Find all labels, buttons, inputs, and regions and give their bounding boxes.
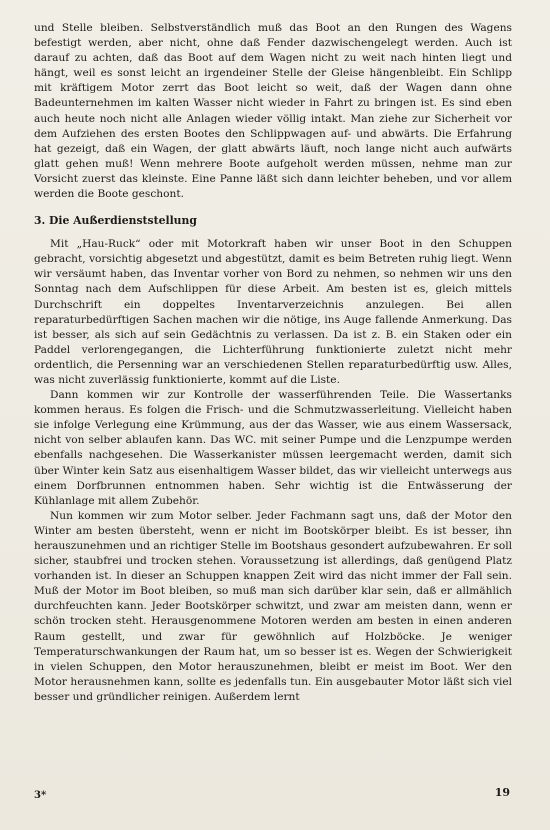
paragraph-water-parts: Dann kommen wir zur Kontrolle der wasserführenden Teile. Die Wassertanks kommen heraus. Es folgen die Frisch- und die Schmutzwasserleitung. Vielleicht haben sie infolge Verlegung eine Krümmung, aus der das Wasser, wie aus einem Wassersack, nicht von selber ablaufen kann. Das WC. mit seiner Pumpe und die Lenzpumpe werden ebenfalls nachgesehen. Die Wasserkanister müssen leergemacht werden, damit sich über Winter kein Satz aus eisenhaltigem Wasser bildet, das wir vielleicht unterwegs aus einem Dorfbrunnen entnommen haben. Sehr wichtig ist die Entwässerung der Kühlanlage mit allem Zubehör. xyxy=(34,389,512,507)
paragraph-inventory: Mit „Hau-Ruck“ oder mit Motorkraft haben wir unser Boot in den Schuppen gebracht, vorsichtig abgesetzt und abgestützt, damit es beim Betreten ruhig liegt. Wenn wir versäumt haben, das Inventar vorher von Bord zu nehmen, so nehmen wir uns den Sonntag nach dem Aufschlippen für diese Arbeit. Am besten ist es, gleich mittels Durchschrift ein doppeltes Inventarverzeichnis anzulegen. Bei allen reparaturbedürftigen Sachen machen wir die nötige, ins Auge fallende Anmerkung. Das ist besser, als sich auf sein Gedächtnis zu verlassen. Da ist z. B. ein Staken oder ein Paddel verlorengegangen, die Lichterführung funktionierte zuletzt nicht mehr ordentlich, die Persenning war an verschiedenen Stellen reparaturbedürftig usw. Alles, was nicht zuverlässig funktionierte, kommt auf die Liste. xyxy=(34,238,512,386)
signature-mark: 3* xyxy=(34,790,47,801)
page-body xyxy=(34,21,512,705)
paragraph-motor: Nun kommen wir zum Motor selber. Jeder Fachmann sagt uns, daß der Motor den Winter am besten übersteht, wenn er nicht im Bootskörper bleibt. Es ist besser, ihn herauszunehmen und an richtiger Stelle im Bootshaus gesondert aufzubewahren. Er soll sicher, staubfrei und trocken stehen. Voraussetzung ist allerdings, daß genügend Platz vorhanden ist. In dieser an Schuppen knappen Zeit wird das nicht immer der Fall sein. Muß der Motor im Boot bleiben, so muß man sich darüber klar sein, daß er allmählich durchfeuchten kann. Jeder Bootskörper schwitzt, und zwar am meisten dann, wenn er schön trocken steht. Herausgenommene Motoren werden am besten in einen anderen Raum gestellt, und zwar für gewöhnlich auf Holzböcke. Je weniger Temperaturschwankungen der Raum hat, um so besser ist es. Wegen der Schwierigkeit in vielen Schuppen, den Motor herauszunehmen, bleibt er meist im Boot. Wer den Motor herausnehmen kann, sollte es jedenfalls tun. Ein ausgebauter Motor läßt sich viel besser und gründlicher reinigen. Außerdem lernt xyxy=(34,509,512,703)
continuation-paragraph: und Stelle bleiben. Selbstverständlich muß das Boot an den Rungen des Wagens befestigt werden, aber nicht, ohne daß Fender dazwischengelegt werden. Auch ist darauf zu achten, daß das Boot auf dem Wagen nicht zu weit nach hinten liegt und hängt, weil es sonst leicht an irgendeiner Stelle der Gleise hängenbleibt. Ein Schlipp mit kräftigem Motor zerrt das Boot leicht so weit, daß der Wagen dann ohne Badeunternehmen im kalten Wasser nicht wieder in Fahrt zu bringen ist. Es sind eben auch heute noch nicht alle Anlagen wieder völlig intakt. Man ziehe zur Sicherheit vor dem Aufziehen des ersten Bootes den Schlippwagen auf- und abwärts. Die Erfahrung hat gezeigt, daß ein Wagen, der glatt abwärts läuft, noch lange nicht auch aufwärts glatt gehen muß! Wenn mehrere Boote aufgeholt werden müssen, nehme man zur Vorsicht zuerst das kleinste. Eine Panne läßt sich dann leichter beheben, und vor allem werden die Boote geschont. xyxy=(34,22,512,201)
page-number: 19 xyxy=(494,786,510,799)
section-heading: 3. Die Außerdienststellung xyxy=(34,214,197,228)
